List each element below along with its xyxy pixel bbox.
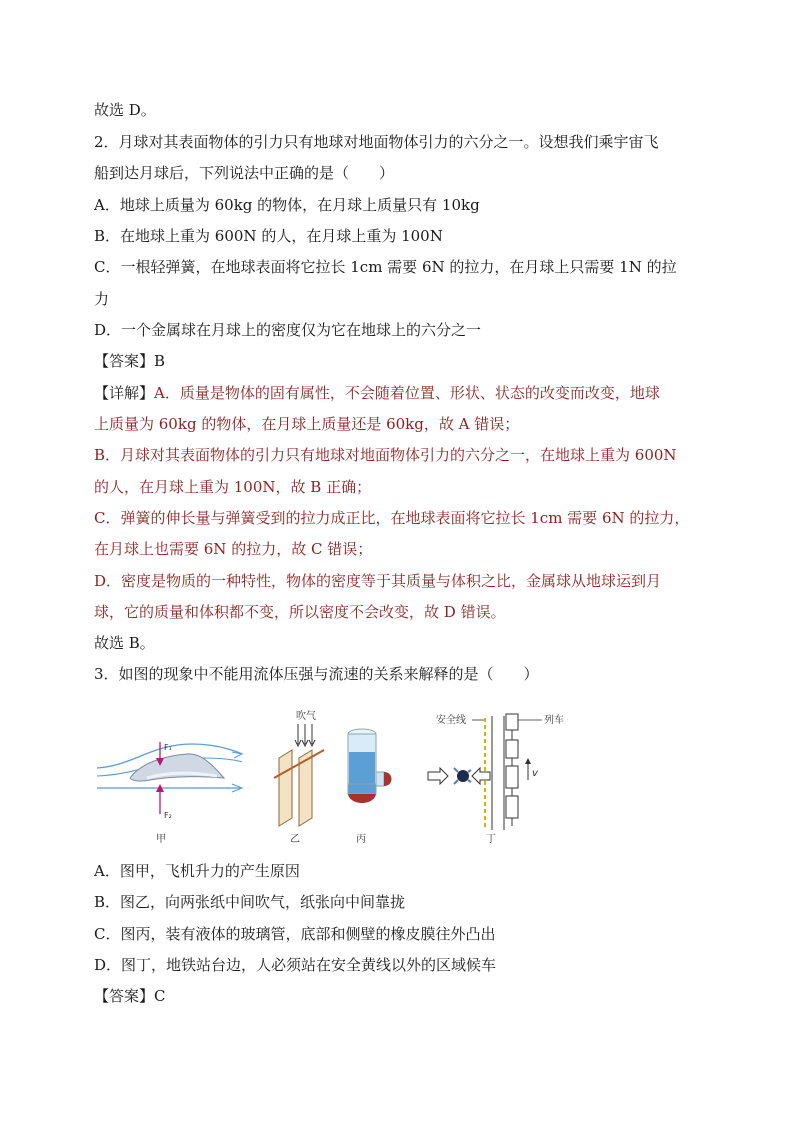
- answer-value: B: [154, 352, 166, 370]
- q2-detail-a-line2: 上质量为 60kg 的物体，在月球上质量还是 60kg，故 A 错误；: [94, 415, 520, 433]
- q2-stem-line1: 2．月球对其表面物体的引力只有地球对地面物体引力的六分之一。设想我们乘宇宙飞: [94, 133, 659, 151]
- q3-option-a: A．图甲，飞机升力的产生原因: [94, 862, 300, 880]
- q2-conclusion: 故选 B。: [94, 634, 155, 652]
- q2-option-c-line1: C．一根轻弹簧，在地球表面将它拉长 1cm 需要 6N 的拉力，在月球上只需要 1N 的拉: [94, 258, 677, 276]
- label-train: 列车: [544, 715, 564, 726]
- q3-option-c: C．图丙，装有液体的玻璃管，底部和侧壁的橡皮膜往外凸出: [94, 925, 496, 943]
- label-safety-line: 安全线: [436, 715, 466, 726]
- q2-detail-d-line1: D．密度是物质的一种特性，物体的密度等于其质量与体积之比，金属球从地球运到月: [94, 572, 662, 590]
- answer-value: C: [154, 987, 166, 1005]
- q2-detail-c-line1: C．弹簧的伸长量与弹簧受到的拉力成正比，在地球表面将它拉长 1cm 需要 6N 的拉力，: [94, 509, 690, 527]
- q2-answer: [94, 351, 165, 371]
- q3-option-b: B．图乙，向两张纸中间吹气，纸张向中间靠拢: [94, 893, 406, 911]
- figure-platform-diagram: [428, 713, 564, 845]
- q2-detail-a-line1: [94, 383, 660, 403]
- detail-text: A．质量是物体的固有属性，不会随着位置、形状、状态的改变而改变，地球: [154, 384, 660, 402]
- figure-paper-diagram: [274, 709, 324, 845]
- label-jia: 甲: [156, 834, 166, 845]
- q2-option-b: B．在地球上重为 600N 的人，在月球上重为 100N: [94, 227, 443, 245]
- label-v: v: [532, 768, 538, 779]
- label-f2: F₂: [164, 811, 172, 820]
- q3-option-d: D．图丁，地铁站台边，人必须站在安全黄线以外的区域候车: [94, 956, 497, 974]
- detail-tag: 【详解】: [94, 384, 155, 402]
- answer-tag: 【答案】: [94, 987, 155, 1005]
- q2-option-a: A．地球上质量为 60kg 的物体，在月球上质量只有 10kg: [94, 196, 480, 214]
- label-yi: 乙: [290, 834, 300, 845]
- figure-tube-diagram: [348, 729, 392, 845]
- q2-option-c-line2: 力: [94, 290, 110, 308]
- q2-stem-line2: 船到达月球后，下列说法中正确的是（ ）: [94, 164, 395, 182]
- label-blow: 吹气: [296, 711, 316, 722]
- previous-conclusion: 故选 D。: [94, 101, 156, 119]
- answer-tag: 【答案】: [94, 352, 155, 370]
- label-ding: 丁: [486, 834, 496, 845]
- q3-stem: 3．如图的现象中不能用流体压强与流速的关系来解释的是（ ）: [94, 665, 539, 683]
- q3-figure: [92, 706, 592, 851]
- q2-detail-b-line1: B．月球对其表面物体的引力只有地球对地面物体引力的六分之一，在地球上重为 600N: [94, 446, 677, 464]
- q2-detail-b-line2: 的人，在月球上重为 100N，故 B 正确；: [94, 478, 372, 496]
- q2-detail-d-line2: 球，它的质量和体积都不变，所以密度不会改变，故 D 错误。: [94, 603, 506, 621]
- label-bing: 丙: [356, 834, 366, 845]
- q2-detail-c-line2: 在月球上也需要 6N 的拉力，故 C 错误；: [94, 540, 373, 558]
- figure-airfoil-diagram: [97, 742, 242, 845]
- q3-answer: [94, 986, 166, 1006]
- label-f1: F₁: [164, 743, 172, 752]
- q2-option-d: D．一个金属球在月球上的密度仅为它在地球上的六分之一: [94, 321, 482, 339]
